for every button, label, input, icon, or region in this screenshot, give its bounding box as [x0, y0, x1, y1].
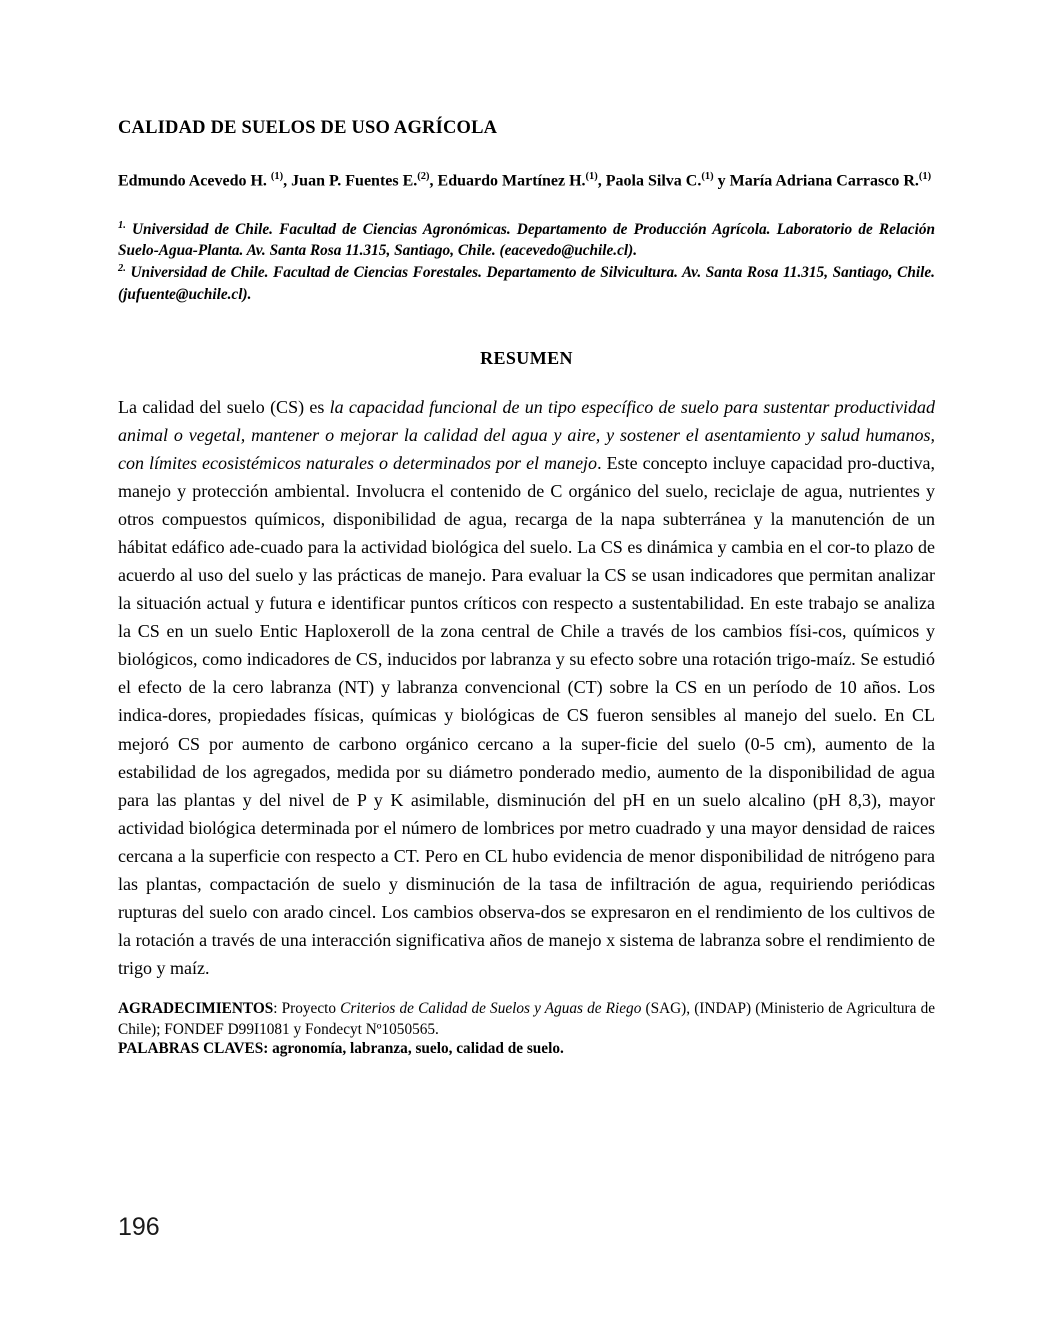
author-4-affil-marker: (1) — [701, 171, 714, 182]
author-5: y María Adriana Carrasco R. — [713, 172, 919, 190]
page-title: CALIDAD DE SUELOS DE USO AGRÍCOLA — [118, 118, 498, 138]
abstract-definition-italic: la capacidad funcional de un tipo específico de suelo para sustentar productividad animal o vegetal, mantener o mejorar la calidad del agua y aire, y sostener el asentamiento y salud humanos, con límites ecosistémicos naturales o determinados por el manejo — [118, 396, 935, 473]
author-3-affil-marker: (1) — [585, 171, 598, 182]
acknowledgements-post: (SAG), (INDAP) (Ministerio de Agricultura de Chile); FONDEF D99I1081 y Fondecyt Nº1050565. — [118, 1000, 936, 1039]
affiliation-2 — [118, 262, 935, 306]
abstract-text — [118, 393, 935, 983]
author-2-affil-marker: (2) — [417, 171, 430, 182]
author-1: Edmundo Acevedo H. — [118, 172, 271, 190]
abstract-rest: . Este concepto incluye capacidad pro-ductiva, manejo y protección ambiental. Involucra el contenido de C orgánico del suelo, reciclaje de agua, nutrientes y otros compuestos químicos, disponibilidad de agua, recarga de la napa subterránea y la manutención de un hábitat edáfico ade-cuado para la actividad biológica del suelo. La CS es dinámica y cambia en el cor-to plazo de acuerdo al uso del suelo y las prácticas de manejo. Para evaluar la CS se usan indicadores que permitan analizar la situación actual y futura e identificar puntos críticos con respecto a sustentabilidad. En este trabajo se analiza la CS en un suelo Entic Haploxeroll de la zona central de Chile a través de los cambios físi-cos, químicos y biológicos, como indicadores de CS, inducidos por labranza y su efecto sobre una rotación trigo-maíz. Se estudió el efecto de la cero labranza (NT) y labranza convencional (CT) sobre la CS en un período de 10 años. Los indica-dores, propiedades físicas, químicas y biológicas de CS fueron sensibles al manejo del suelo. En CL mejoró CS por aumento de carbono orgánico cercano a la super-ficie del suelo (0-5 cm), aumento de la estabilidad de los agregados, medida por su diámetro ponderado medio, aumento de la disponibilidad de agua para las plantas y del nivel de P y K asimilable, disminución del pH en un suelo alcalino (pH 8,3), mayor actividad biológica determinada por el número de lombrices por metro cuadrado y una mayor densidad de raices cercana a la superficie con respecto a CT. Pero en CL hubo evidencia de menor disponibilidad de nitrógeno para las plantas, compactación de suelo y disminución de la tasa de infiltración de agua, requiriendo periódicas rupturas del suelo con arado cincel. Los cambios observa-dos se expresaron en el rendimiento de los cultivos de la rotación a través de una interacción significativa años de manejo x sistema de labranza sobre el rendimiento de trigo y maíz. — [118, 452, 935, 979]
acknowledgements-pre: : Proyecto — [273, 1000, 341, 1018]
author-4: , Paola Silva C. — [597, 172, 702, 190]
author-1-affil-marker: (1) — [270, 171, 284, 182]
author-2: , Juan P. Fuentes E. — [283, 172, 418, 190]
page-number: 196 — [118, 1213, 160, 1241]
affiliation-1 — [118, 219, 935, 263]
affiliation-1-marker: 1. — [118, 219, 126, 231]
acknowledgements-label: AGRADECIMIENTOS — [118, 1000, 274, 1018]
keywords-line: PALABRAS CLAVES: agronomía, labranza, suelo, calidad de suelo. — [118, 1040, 564, 1058]
affiliation-1-text: Universidad de Chile. Facultad de Ciencias Agronómicas. Departamento de Producción Agrícola. Laboratorio de Relación Suelo-Agua-Planta. Av. Santa Rosa 11.315, Santiago, Chile. (eacevedo@uchile.cl). — [118, 220, 935, 260]
abstract-lead: La calidad del suelo (CS) es — [118, 396, 330, 417]
author-list — [118, 169, 935, 193]
acknowledgements-project-title: Criterios de Calidad de Suelos y Aguas de Riego — [340, 1000, 642, 1018]
acknowledgements — [118, 998, 935, 1040]
author-3: , Eduardo Martínez H. — [429, 172, 586, 190]
affiliation-2-marker: 2. — [118, 263, 126, 275]
author-5-affil-marker: (1) — [918, 171, 932, 182]
affiliation-2-text: Universidad de Chile. Facultad de Ciencias Forestales. Departamento de Silvicultura. Av. Santa Rosa 11.315, Santiago, Chile. (jufuente@uchile.cl). — [118, 264, 935, 303]
section-heading-resumen: RESUMEN — [480, 347, 573, 368]
